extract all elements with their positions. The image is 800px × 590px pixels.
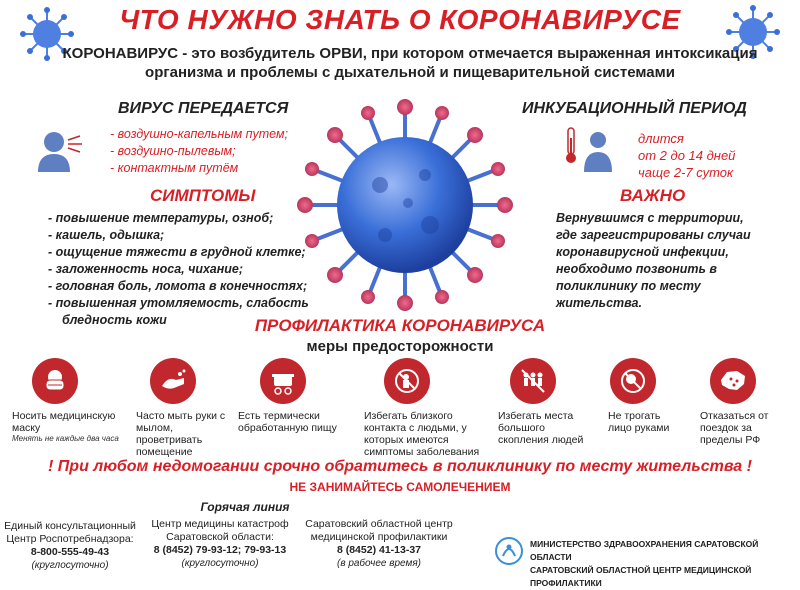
symptoms-heading: СИМПТОМЫ xyxy=(150,186,256,205)
list-item: - повышенная утомляемость, слабость xyxy=(48,296,309,310)
crowd-icon xyxy=(510,358,556,404)
list-item: - кашель, одышка; xyxy=(48,228,165,242)
list-item: - заложенность носа, чихание; xyxy=(48,262,244,276)
transmission-heading: ВИРУС ПЕРЕДАЕТСЯ xyxy=(118,100,289,117)
ministry-text: МИНИСТЕРСТВО ЗДРАВООХРАНЕНИЯ САРАТОВСКОЙ ОБЛАСТИ САРАТОВСКИЙ ОБЛАСТНОЙ ЦЕНТР МЕДИЦИНСКОЙ ПРОФИЛАКТИКИ xyxy=(530,539,759,588)
important-text: Вернувшимся с территории, где зарегистрированы случаи коронавирусной инфекции, необходимо позвонить в поликлинику по месту жительства. xyxy=(556,211,751,310)
list-item: - воздушно-капельным путем; xyxy=(110,127,289,141)
mask-icon xyxy=(32,358,78,404)
incubation-heading: ИНКУБАЦИОННЫЙ ПЕРИОД xyxy=(522,100,747,117)
list-item: - повышение температуры, озноб; xyxy=(48,211,274,225)
measure-no-face-touch: Не трогать лицо руками xyxy=(608,358,678,434)
list-item: - контактным путём xyxy=(110,161,239,175)
measure-cooked-food: Есть термически обработанную пищу xyxy=(238,358,348,434)
sick-person-icon xyxy=(384,358,430,404)
intro-text: КОРОНАВИРУС - это возбудитель ОРВИ, при котором отмечается выраженная интоксикация организма и проблемы с дыхательной и пищеварительной системами xyxy=(62,45,758,81)
contact-rospotrebnadzor: Единый консультационный Центр Роспотребнадзора: 8-800-555-49-43 (круглосуточно) xyxy=(4,520,136,571)
incubation-lines: длится от 2 до 14 дней чаще 2-7 суток xyxy=(638,131,736,180)
measure-avoid-crowds: Избегать места большого скопления людей xyxy=(498,358,598,446)
contact-prevention-center: Саратовский областной центр медицинской профилактики 8 (8452) 41-13-37 (в рабочее время) xyxy=(305,518,453,569)
list-item: - воздушно-пылевым; xyxy=(110,144,236,158)
measure-no-travel: Отказаться от поездок за пределы РФ xyxy=(700,358,790,446)
measure-avoid-sick: Избегать близкого контакта с людьми, у которых имеются симптомы заболевания xyxy=(364,358,484,458)
china-map-icon xyxy=(710,358,756,404)
handwash-icon xyxy=(150,358,196,404)
list-item: бледность кожи xyxy=(62,313,167,327)
transmission-list xyxy=(110,126,288,177)
prevention-subheading: меры предосторожности xyxy=(306,338,494,355)
list-item: - ощущение тяжести в грудной клетке; xyxy=(48,245,306,259)
prevention-heading: ПРОФИЛАКТИКА КОРОНАВИРУСА xyxy=(254,316,546,335)
list-item: - головная боль, ломота в конечностях; xyxy=(48,279,308,293)
cough-head-icon xyxy=(34,128,86,172)
warning-text: ! При любом недомогании срочно обратитесь в поликлинику по месту жительства ! xyxy=(48,458,752,475)
symptoms-list xyxy=(48,210,309,329)
coronavirus-illustration xyxy=(290,95,520,315)
measure-mask: Носить медицинскую маску Менять не каждые два часа xyxy=(12,358,122,443)
hotline-title: Горячая линия xyxy=(200,500,290,514)
thermometer-patient-icon xyxy=(562,122,618,172)
contact-disaster-medicine: Центр медицины катастроф Саратовской области: 8 (8452) 79-93-12; 79-93-13 (круглосуточно) xyxy=(151,518,289,569)
warning-no-self-treatment: НЕ ЗАНИМАЙТЕСЬ САМОЛЕЧЕНИЕМ xyxy=(289,480,511,494)
ministry-logo-icon xyxy=(494,536,524,566)
no-face-touch-icon xyxy=(610,358,656,404)
cooking-pot-icon xyxy=(260,358,306,404)
page-title: ЧТО НУЖНО ЗНАТЬ О КОРОНАВИРУСЕ xyxy=(119,4,681,35)
measure-handwash: Часто мыть руки с мылом, проветривать помещение xyxy=(136,358,231,458)
important-heading: ВАЖНО xyxy=(620,186,686,205)
